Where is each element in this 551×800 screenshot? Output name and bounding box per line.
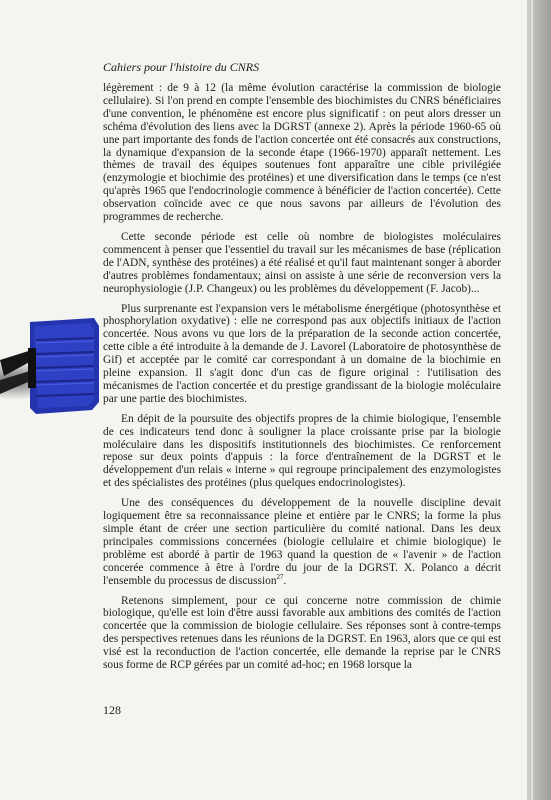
paragraph-text: Cette seconde période est celle où nombre de biologistes moléculaires commencent à penser que l'essentiel du travail sur les mécanismes de base (réplication de l'ADN, synthèse des protéines) a été réalisé et qu'il faut maintenant songer à aborder d'autres problèmes fondamentaux; ainsi on assiste à une série de reconversion vers la neurophysiologie (J.P. Changeux) ou les problèmes du développement (F. Jacob)... — [103, 230, 501, 295]
paragraph-text: En dépit de la poursuite des objectifs propres de la chimie biologique, l'ensemble de ces indicateurs tend donc à souligner la place croissante prise par la biologie moléculaire dans les dispositifs institutionnels des biochimistes. Ce renforcement repose sur deux points d'appuis : la force d'entraînement de la DGRST et le développement d'un relais « interne » qui regroupe principalement des enzymologistes et des spécialistes des protéines (plus quelques endocrinologistes). — [103, 412, 501, 490]
footnote-ref[interactable]: 27 — [276, 572, 284, 581]
paragraph-5 — [103, 497, 501, 587]
paragraph-text: Retenons simplement, pour ce qui concerne notre commission de chimie biologique, qu'elle est loin d'être aussi favorable aux ambitions des comités de l'action concertée que la commission de biologie cellulaire. Ses réponses sont à contre-temps des perspectives retenues dans les réunions de la DGRST. En 1963, alors que ce qui est visé est la reconduction de l'action concertée, elle demande la reprise par le CNRS sous forme de RCP gérées par un comité ad-hoc; en 1968 lorsque la — [103, 594, 501, 672]
paragraph-text: Une des conséquences du développement de la nouvelle discipline devait logiquement être sa reconnaissance pleine et entière par le CNRS; la forme la plus simple étant de créer une section particulière du comité national. Dans les deux principales commissions concernées (biologie cellulaire et chimie biologique) le problème est abordé à partir de 1963 quand la question de « l'avenir » de l'action concerée commence à être à l'ordre du jour de la DGRST. X. Polanco a décrit l'ensemble du processus de discussion — [103, 497, 501, 587]
running-header: Cahiers pour l'histoire du CNRS — [103, 60, 260, 74]
paragraph-6 — [103, 595, 501, 672]
paragraph-3 — [103, 303, 501, 406]
binder-clip-icon — [0, 318, 100, 414]
paragraph-tail: . — [283, 574, 287, 587]
page-number: 128 — [103, 703, 121, 717]
paragraph-text: légèrement : de 9 à 12 (la même évolution caractérise la commission de biologie cellulaire). Si l'on prend en compte l'ensemble des biochimistes du CNRS bénéficiaires d'une convention, le phénomène est encore plus significatif : on peut alors dresser un schéma d'évolution des liens avec la DGRST (annexe 2). Après la période 1960-65 où une part importante des fonds de l'action concertée ont été consacrés aux constructions, la dynamique d'expansion de la seconde étape (1966-1970) apparaît nettement. Les thèmes de travail des équipes soutenues font apparaître une cible privilégiée (enzymologie et biochimie des protéines) et une diversification dans le temps (ce n'est qu'après 1965 que l'endocrinologie commence à bénéficier de l'action concertée). Cette observation coïncide avec ce que nous savons par ailleurs de l'évolution des programmes de recherche. — [103, 82, 501, 224]
paragraph-2 — [103, 231, 501, 296]
paragraph-text: Plus surprenante est l'expansion vers le métabolisme énergétique (photosynthèse et phosphorylation oxydative) : elle ne correspond pas aux objectifs initiaux de l'action concertée. Nous avons vu que lors de la préparation de la seconde action concertée, cette cible a été introduite à la demande de J. Lavorel (Laboratoire de photosynthèse de Gif) et acceptée par le comité car correspondant à un domaine de la biochimie en pleine expansion. Il s'agit donc d'un cas de figure original : l'utilisation des mécanismes de l'action concertée et du prestige grandissant de la biologie moléculaire par une partie des biochimistes. — [103, 302, 501, 405]
paragraph-4 — [103, 413, 501, 490]
page-edge — [527, 0, 551, 800]
body-text — [103, 82, 501, 679]
paragraph-1 — [103, 82, 501, 224]
